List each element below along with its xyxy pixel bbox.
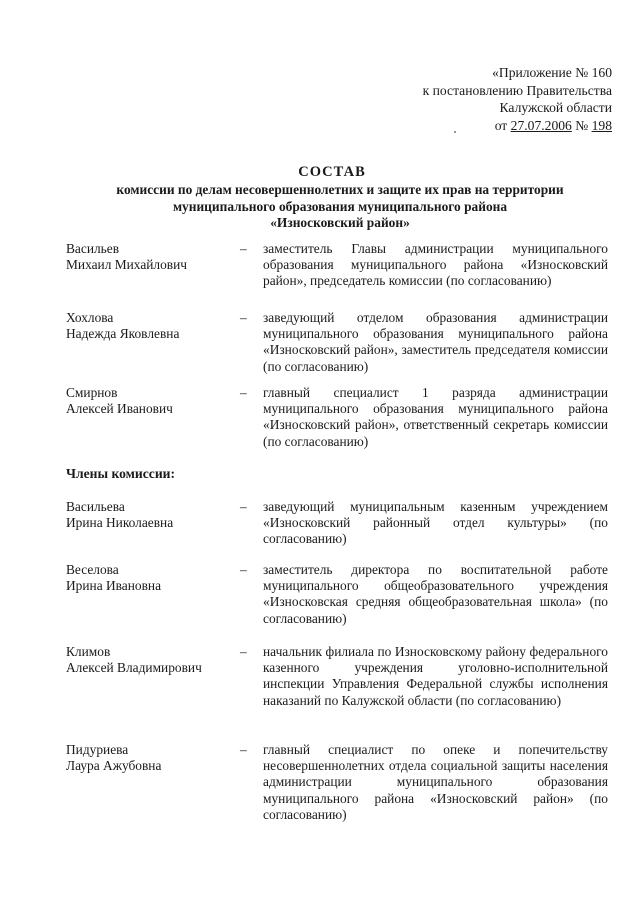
member-surname: Веселова (66, 562, 119, 577)
member-given-name: Алексей Иванович (66, 401, 173, 417)
members-heading: Члены комиссии: (66, 466, 176, 481)
title-line-3: «Износковский район» (270, 215, 410, 231)
dash-separator: – (240, 742, 247, 757)
member-role: заведующий отделом образования администрации муниципального образования муниципального района «Износковский район», заместитель председателя комиссии (по согласованию) (263, 310, 608, 374)
member-surname: Пидуриева (66, 742, 129, 757)
title-main: СОСТАВ (298, 164, 366, 180)
document-title (0, 164, 640, 232)
title-line-2: муниципального образования муниципального района (172, 198, 508, 214)
appendix-line-2: к постановлению Правительства (422, 82, 612, 98)
dash-separator: – (240, 385, 247, 400)
member-given-name: Алексей Владимирович (66, 660, 202, 676)
member-role: главный специалист по опеке и попечительству несовершеннолетних отдела социальной защиты населения администрации муниципального образования муниципального района «Износковский район» (по согласованию) (263, 742, 608, 822)
member-name (66, 385, 236, 417)
appendix-number-sign: № (571, 117, 592, 133)
dash-separator: – (240, 499, 247, 514)
scan-speck (454, 131, 456, 133)
appendix-header (423, 64, 612, 134)
appendix-date-prefix: от (494, 117, 511, 133)
member-surname: Смирнов (66, 385, 118, 400)
member-name (66, 241, 236, 273)
member-given-name: Лаура Ажубовна (66, 758, 162, 774)
member-given-name: Михаил Михайлович (66, 257, 188, 273)
appendix-line-1: «Приложение № 160 (492, 65, 612, 80)
member-role: начальник филиала по Износковскому району федерального казенного учреждения уголовно-исполнительной инспекции Управления Федеральной службы исполнения наказаний по Калужской области (по согласованию) (263, 644, 608, 708)
dash-separator: – (240, 310, 247, 325)
appendix-line-4 (423, 117, 612, 135)
member-surname: Хохлова (66, 310, 114, 325)
member-name (66, 310, 236, 342)
member-role: заместитель Главы администрации муниципального образования муниципального района «Износковский район», председатель комиссии (по согласованию) (263, 241, 608, 289)
appendix-line-3: Калужской области (499, 100, 612, 115)
member-name (66, 499, 236, 531)
member-role: заведующий муниципальным казенным учреждением «Износковский районный отдел культуры» (по согласованию) (263, 499, 608, 547)
member-name (66, 742, 236, 774)
member-given-name: Ирина Николаевна (66, 515, 174, 531)
member-surname: Климов (66, 644, 111, 659)
member-surname: Васильев (66, 241, 120, 256)
member-role: заместитель директора по воспитательной работе муниципального общеобразовательного учреждения «Износковская средняя общеобразовательная школа» (по согласованию) (263, 562, 608, 626)
dash-separator: – (240, 241, 247, 256)
member-given-name: Надежда Яковлевна (66, 326, 180, 342)
dash-separator: – (240, 644, 247, 659)
member-name (66, 644, 236, 676)
appendix-date: 27.07.2006 (510, 117, 572, 133)
member-surname: Васильева (66, 499, 125, 514)
appendix-number: 198 (591, 117, 612, 133)
title-line-1: комиссии по делам несовершеннолетних и защите их прав на территории (116, 182, 564, 198)
dash-separator: – (240, 562, 247, 577)
member-role: главный специалист 1 разряда администрации муниципального образования муниципального района «Износковский район», ответственный секретарь комиссии (по согласованию) (263, 385, 608, 449)
member-name (66, 562, 236, 594)
member-given-name: Ирина Ивановна (66, 578, 162, 594)
